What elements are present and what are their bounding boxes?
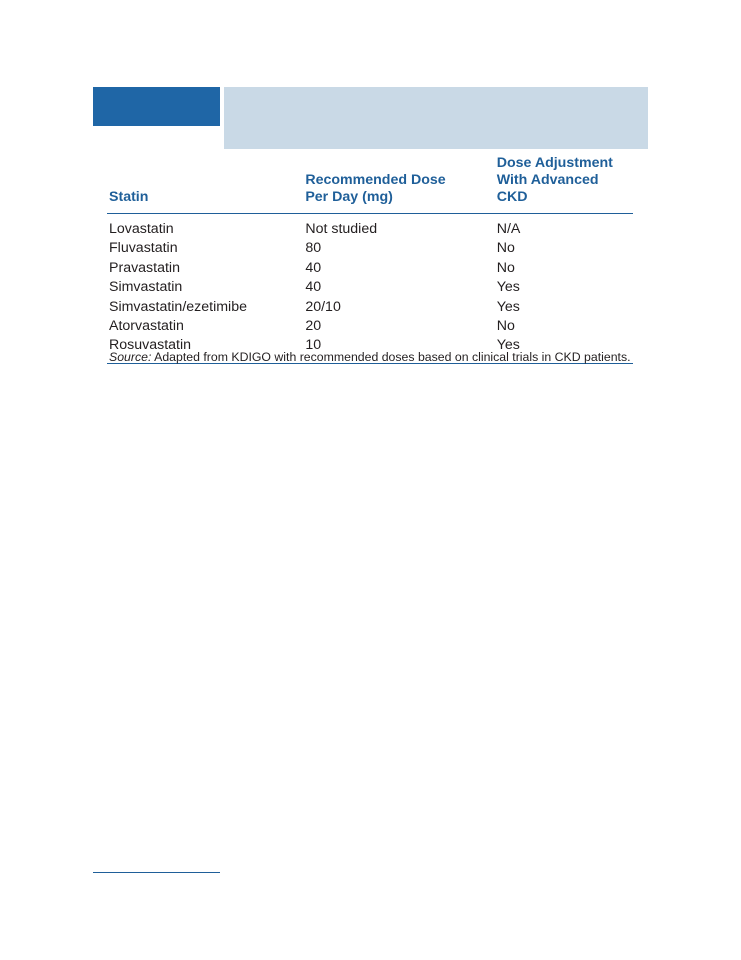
cell-dose: 40 — [305, 259, 322, 276]
table-number-banner — [93, 87, 220, 126]
table-row — [107, 317, 633, 336]
column-header-dose — [303, 155, 494, 214]
column-header-adjustment — [495, 155, 633, 214]
cell-adjustment: Yes — [496, 298, 520, 315]
cell-dose: 20 — [305, 318, 322, 335]
cell-statin: Atorvastatin — [109, 318, 184, 335]
column-header-adjustment-line1: Dose Adjustment — [496, 155, 613, 171]
cell-dose: Not studied — [305, 221, 378, 237]
table-row — [107, 259, 633, 278]
footnote-divider — [93, 872, 220, 873]
column-header-dose-line1: Recommended Dose — [305, 172, 446, 188]
table-row — [107, 239, 633, 258]
cell-adjustment: No — [496, 240, 515, 257]
cell-adjustment: Yes — [496, 337, 520, 354]
cell-dose: 40 — [305, 279, 322, 296]
cell-statin: Pravastatin — [109, 259, 180, 276]
cell-dose: 80 — [305, 240, 322, 257]
source-label: Source: — [109, 350, 152, 364]
column-header-statin — [107, 155, 303, 214]
statin-dose-table — [107, 155, 633, 364]
cell-statin: Fluvastatin — [109, 240, 178, 257]
table-row — [107, 298, 633, 317]
cell-dose: 20/10 — [305, 298, 341, 315]
cell-adjustment: No — [496, 318, 515, 335]
table-row — [107, 278, 633, 297]
cell-dose: 10 — [305, 337, 322, 354]
source-text: Adapted from KDIGO with recommended doses based on clinical trials in CKD patients. — [151, 350, 631, 364]
column-header-statin-label: Statin — [109, 189, 149, 205]
cell-statin: Simvastatin — [109, 279, 183, 296]
column-header-dose-line2: Per Day (mg) — [305, 189, 393, 205]
cell-adjustment: N/A — [496, 221, 521, 237]
table-source-note — [109, 349, 631, 365]
cell-adjustment: No — [496, 259, 515, 276]
table-header-row — [107, 155, 633, 214]
cell-statin: Simvastatin/ezetimibe — [109, 298, 247, 315]
table-title-banner — [224, 87, 648, 149]
column-header-adjustment-line2: With Advanced CKD — [496, 172, 599, 205]
cell-statin: Rosuvastatin — [109, 337, 192, 354]
table-row — [107, 214, 633, 240]
cell-statin: Lovastatin — [109, 221, 174, 237]
cell-adjustment: Yes — [496, 279, 520, 296]
